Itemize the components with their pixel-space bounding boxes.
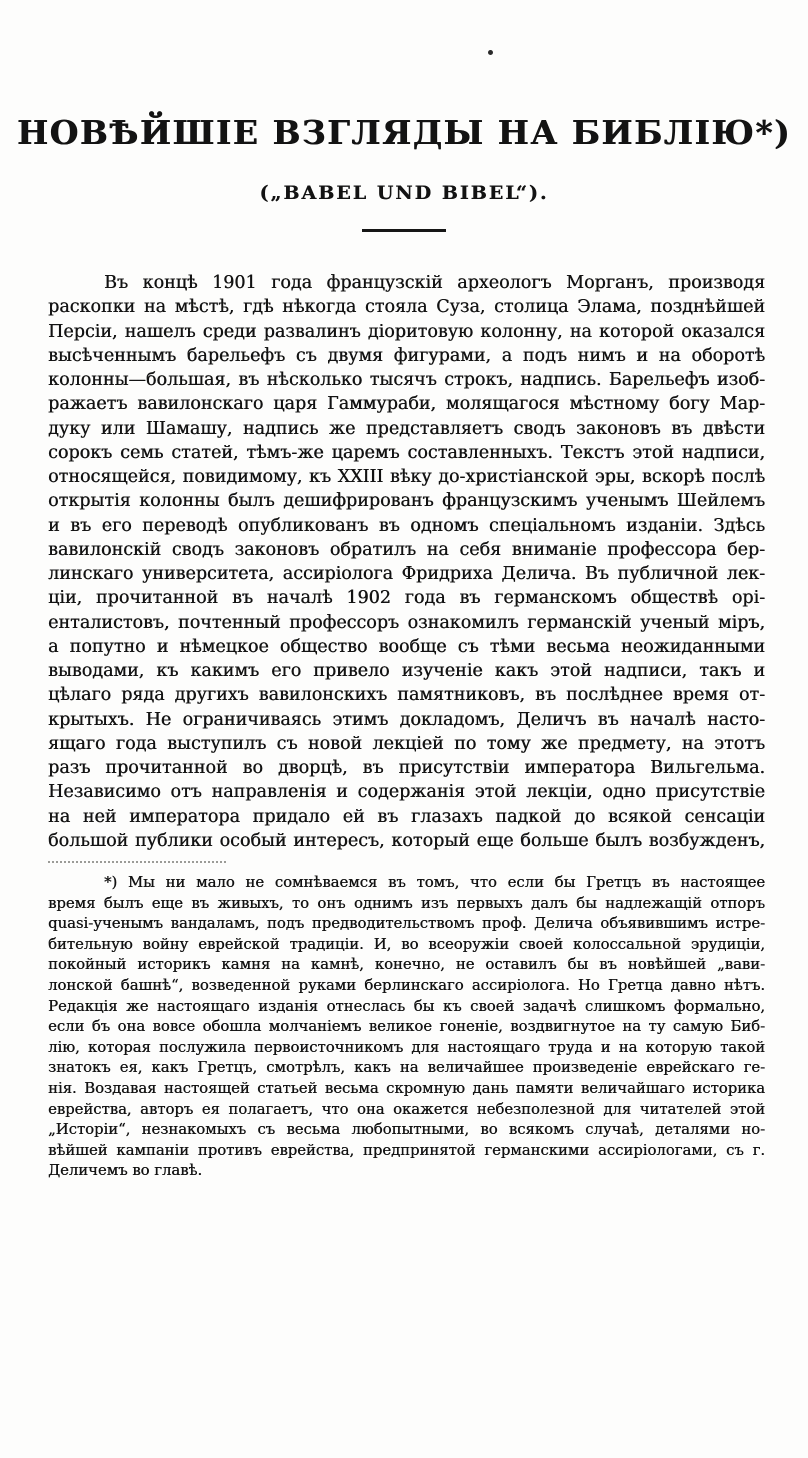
body-line: раскопки на мѣстѣ, гдѣ нѣкогда стояла Суза, столица Элама, позднѣйшей: [48, 297, 765, 318]
footnote-line: еврейства, авторъ ея полагаетъ, что она окажется небезполезной для читателей этой: [48, 1100, 765, 1118]
body-line: енталистовъ, почтенный профессоръ ознакомилъ германскій ученый міръ,: [48, 612, 765, 633]
footnote-line: лонской башнѣ“, возведенной руками берлинскаго ассиріолога. Но Гретца давно нѣтъ.: [48, 976, 765, 994]
body-line: Независимо отъ направленія и содержанія этой лекціи, одно присутствіе: [48, 782, 765, 803]
footnote-divider: [48, 861, 226, 863]
title-divider: [362, 229, 446, 232]
body-line: вавилонскій сводъ законовъ обратилъ на себя вниманіе профессора бер-: [48, 539, 765, 560]
body-line: сорокъ семь статей, тѣмъ-же царемъ составленныхъ. Текстъ этой надписи,: [48, 442, 765, 463]
page-title: НОВѢЙШІЕ ВЗГЛЯДЫ НА БИБЛІЮ*): [16, 113, 792, 152]
footnote: [48, 873, 765, 1182]
body-line: ражаетъ вавилонскаго царя Гаммураби, молящагося мѣстному богу Мар-: [48, 394, 765, 415]
body-line: дуку или Шамашу, надпись же представляетъ сводъ законовъ въ двѣсти: [48, 418, 765, 439]
footnote-line: *) Мы ни мало не сомнѣваемся въ томъ, что если бы Гретцъ въ настоящее: [104, 874, 765, 891]
body-line: разъ прочитанной во дворцѣ, въ присутствіи императора Вильгельма.: [48, 758, 765, 778]
body-line: Въ концѣ 1901 года французскій археологъ Морганъ, производя: [104, 273, 765, 293]
body-line: высѣченнымъ барельефъ съ двумя фигурами, а подъ нимъ и на оборотѣ: [48, 345, 765, 366]
footnote-line: нія. Воздавая настоящей статьей весьма скромную дань памяти величайшаго историка: [48, 1079, 765, 1097]
body-line: ящаго года выступилъ съ новой лекціей по тому же предмету, на этотъ: [48, 733, 765, 754]
footnote-line: „Исторіи“, незнакомыхъ съ весьма любопытными, во всякомъ случаѣ, деталями но-: [48, 1121, 765, 1139]
footnote-line: лію, которая послужила первоисточникомъ для настоящаго труда и на которую такой: [48, 1038, 765, 1056]
body-line: относящейся, повидимому, къ XXIII вѣку до-христіанской эры, вскорѣ послѣ: [48, 467, 765, 487]
body-line: линскаго университета, ассиріолога Фридриха Делича. Въ публичной лек-: [48, 564, 765, 584]
footnote-line: бительную войну еврейской традиціи. И, во всеоружіи своей колоссальной эрудиціи,: [48, 935, 765, 953]
ink-speck: [488, 50, 493, 55]
body-line: крытыхъ. Не ограничиваясь этимъ докладомъ, Деличъ въ началѣ насто-: [48, 709, 765, 730]
body-line: большой публики особый интересъ, который еще больше былъ возбужденъ,: [48, 830, 765, 851]
body-line: открытія колонны былъ дешифрированъ французскимъ ученымъ Шейлемъ: [48, 491, 765, 512]
body-line: и въ его переводѣ опубликованъ въ одномъ спеціальномъ изданіи. Здѣсь: [48, 515, 765, 536]
body-line: цѣлаго ряда другихъ вавилонскихъ памятниковъ, въ послѣднее время от-: [48, 685, 765, 706]
page-subtitle: („BABEL UND BIBEL“).: [259, 182, 549, 204]
body-line: колонны—большая, въ нѣсколько тысячъ строкъ, надпись. Барельефъ изоб-: [48, 370, 765, 390]
body-line: Персіи, нашелъ среди развалинъ діоритовую колонну, на которой оказался: [48, 321, 765, 342]
footnote-line: вѣйшей кампаніи противъ еврейства, предпринятой германскими ассиріологами, съ г.: [48, 1141, 765, 1159]
body-line: а попутно и нѣмецкое общество вообще съ тѣми весьма неожиданными: [48, 636, 765, 657]
footnote-line: если бъ она вовсе обошла молчаніемъ великое гоненіе, воздвигнутое на ту самую Биб-: [48, 1018, 765, 1036]
footnote-line: Деличемъ во главѣ.: [48, 1162, 203, 1180]
footnote-line: quasi-ученымъ вандаламъ, подъ предводительствомъ проф. Делича объявившимъ истре-: [48, 915, 765, 933]
footnote-line: покойный историкъ камня на камнѣ, конечно, не оставилъ бы въ новѣйшей „вави-: [48, 956, 765, 974]
footnote-line: время былъ еще въ живыхъ, то онъ однимъ изъ первыхъ далъ бы надлежащій отпоръ: [48, 894, 765, 912]
article-body: [48, 271, 765, 853]
body-line: выводами, къ какимъ его привело изученіе какъ этой надписи, такъ и: [48, 661, 765, 681]
body-line: на ней императора придало ей въ глазахъ падкой до всякой сенсаціи: [48, 806, 765, 827]
body-line: ціи, прочитанной въ началѣ 1902 года въ германскомъ обществѣ орі-: [48, 588, 765, 609]
footnote-line: знатокъ ея, какъ Гретцъ, смотрѣлъ, какъ на величайшее произведеніе еврейскаго ге-: [48, 1059, 765, 1077]
footnote-line: Редакція же настоящаго изданія отнеслась бы къ своей задачѣ слишкомъ формально,: [48, 997, 765, 1015]
